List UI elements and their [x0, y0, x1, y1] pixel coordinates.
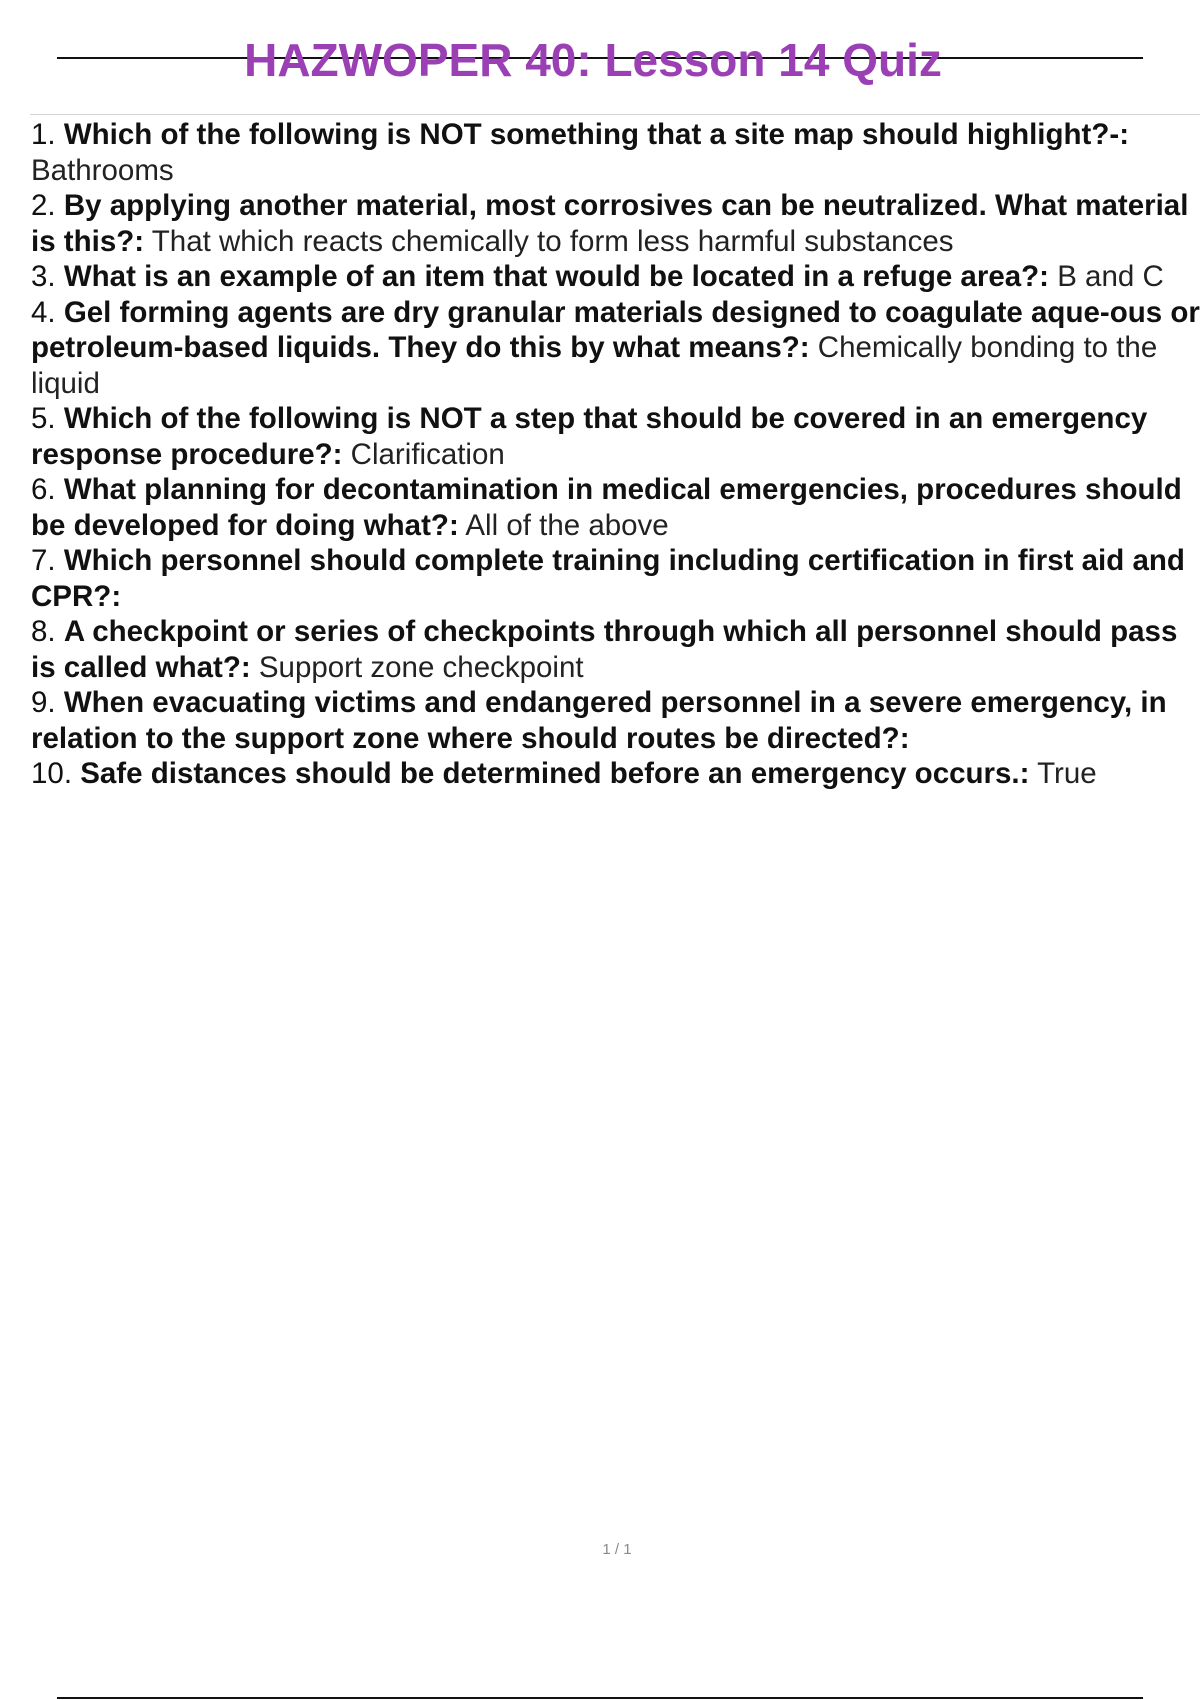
question-text: What planning for decontamination in medical emergencies, procedures should be developed for doing what?: [31, 473, 1182, 542]
question-text: Gel forming agents are dry granular materials designed to coagulate aque-ous or petroleum-based liquids. They do this by what means?: [31, 295, 1200, 364]
answer-text: Bathrooms: [31, 153, 174, 187]
question-separator: :: [111, 579, 122, 613]
quiz-item-8: [31, 614, 1200, 685]
quiz-list: [31, 117, 1200, 792]
quiz-item-1: [31, 117, 1200, 188]
answer-text: True: [1037, 757, 1097, 790]
title-area: [0, 30, 1200, 100]
page-indicator: 1 / 1: [602, 1541, 632, 1558]
question-number: 4.: [31, 295, 56, 329]
question-text: A checkpoint or series of checkpoints through which all personnel should pass is called what?: [31, 615, 1178, 684]
question-text: Which of the following is NOT a step that should be covered in an emergency response procedure?: [31, 402, 1148, 471]
question-separator: :: [332, 437, 343, 471]
quiz-item-9: [31, 685, 1200, 756]
question-text: Safe distances should be determined before an emergency occurs.: [80, 757, 1020, 790]
question-number: 1.: [31, 118, 56, 151]
question-text: When evacuating victims and endangered personnel in a severe emergency, in relation to the support zone where should routes be directed?: [31, 686, 1167, 755]
question-text: Which of the following is NOT something that a site map should highlight?-: [63, 118, 1120, 151]
question-number: 10.: [31, 757, 73, 790]
page-title: HAZWOPER 40: Lesson 14 Quiz: [244, 34, 942, 86]
answer-text: Chemically bonding to the liquid: [31, 331, 1158, 400]
quiz-item-7: [31, 543, 1200, 614]
question-number: 9.: [31, 686, 56, 719]
question-separator: :: [240, 650, 251, 684]
question-number: 2.: [31, 189, 56, 222]
answer-text: Clarification: [350, 437, 505, 471]
question-text: Which personnel should complete training including certification in first aid and CPR?: [31, 544, 1185, 613]
question-number: 6.: [31, 473, 56, 506]
question-separator: :: [899, 721, 910, 755]
answer-text: All of the above: [465, 508, 669, 542]
answer-text: B and C: [1057, 260, 1164, 293]
question-separator: :: [134, 224, 145, 258]
quiz-item-6: [31, 472, 1200, 543]
question-separator: :: [1039, 260, 1049, 293]
question-text: By applying another material, most corrosives can be neutralized. What material is this?: [31, 189, 1189, 258]
question-number: 5.: [31, 402, 56, 435]
bottom-rule: [57, 1697, 1143, 1699]
question-separator: :: [448, 508, 459, 542]
question-separator: :: [1019, 757, 1030, 790]
quiz-item-2: [31, 188, 1200, 259]
quiz-item-10: [31, 756, 1200, 792]
title-separator: [30, 114, 1200, 115]
quiz-item-4: [31, 295, 1200, 402]
question-number: 3.: [31, 260, 56, 293]
question-separator: :: [1119, 118, 1130, 151]
question-separator: :: [799, 331, 810, 364]
question-number: 7.: [31, 544, 56, 577]
question-number: 8.: [31, 615, 56, 648]
question-text: What is an example of an item that would be located in a refuge area?: [63, 260, 1040, 293]
answer-text: That which reacts chemically to form less harmful substances: [151, 224, 954, 258]
quiz-item-3: [31, 259, 1200, 295]
quiz-item-5: [31, 401, 1200, 472]
answer-text: Support zone checkpoint: [258, 650, 584, 684]
